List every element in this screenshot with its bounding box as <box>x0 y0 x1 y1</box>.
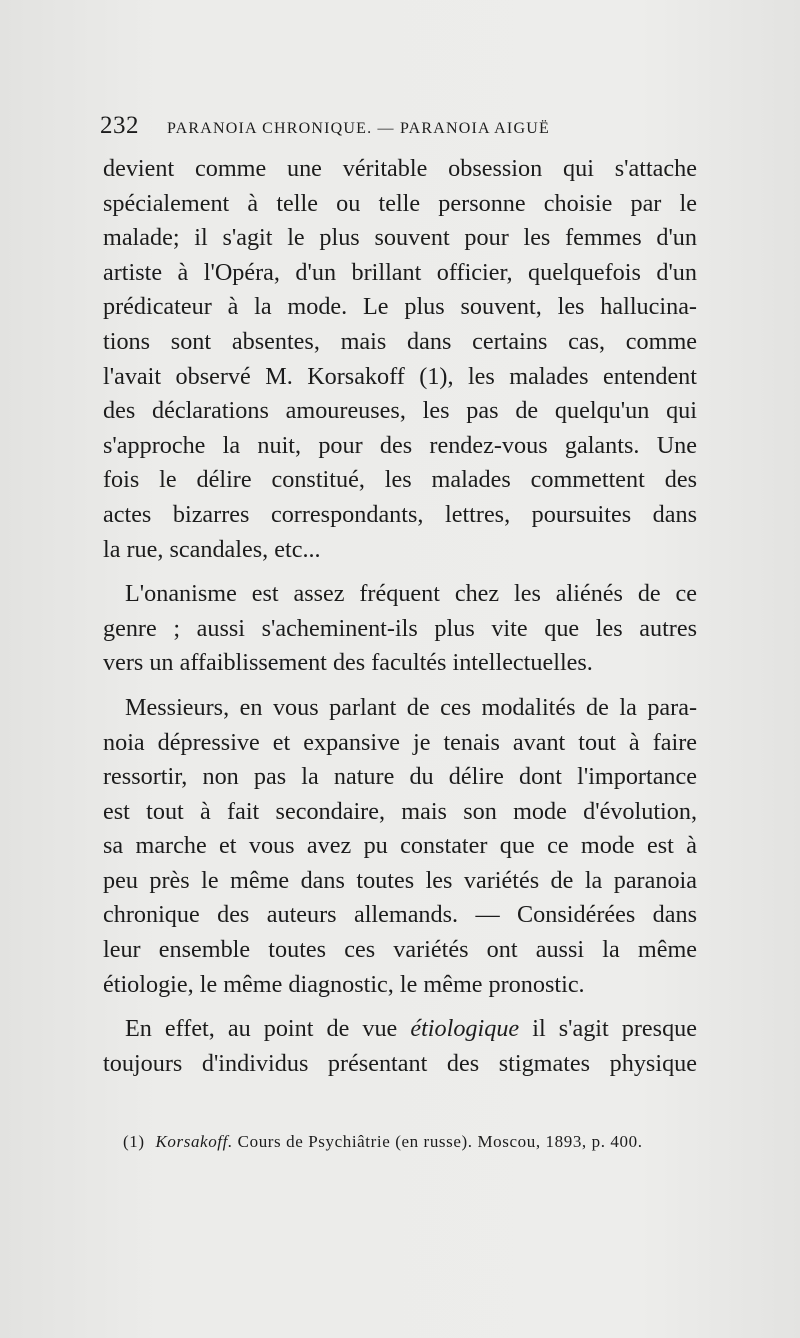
text-line: des déclarations amoureuses, les pas de quelqu'un qui <box>103 397 697 425</box>
text-segment: En effet, au point de vue <box>125 1015 398 1043</box>
footnote-author: Korsakoff. <box>155 1132 233 1151</box>
text-segment: il s'agit presque <box>532 1015 698 1043</box>
footnote-mark: (1) <box>123 1132 145 1151</box>
text-line: l'avait observé M. Korsakoff (1), les malades entendent <box>103 362 697 390</box>
text-line: actes bizarres correspondants, lettres, poursuites dans <box>103 500 697 528</box>
body-text <box>103 152 697 1081</box>
paragraph-4 <box>103 1012 697 1081</box>
text-line: sa marche et vous avez pu constater que ce mode est à <box>103 832 697 860</box>
text-line: est tout à fait secondaire, mais son mode d'évolution, <box>103 797 697 825</box>
text-line: spécialement à telle ou telle personne choisie par le <box>103 189 697 217</box>
text-line: Messieurs, en vous parlant de ces modalités de la para- <box>125 693 697 721</box>
text-line: malade; il s'agit le plus souvent pour les femmes d'un <box>103 224 697 252</box>
text-line: ressortir, non pas la nature du délire dont l'importance <box>103 763 697 791</box>
text-line: genre ; aussi s'acheminent-ils plus vite que les autres <box>103 614 697 642</box>
page-number: 232 <box>100 112 139 139</box>
text-line: s'approche la nuit, pour des rendez-vous galants. Une <box>103 431 697 459</box>
text-line: chronique des auteurs allemands. — Considérées dans <box>103 901 697 929</box>
paragraph-2 <box>103 577 697 681</box>
text-line: la rue, scandales, etc... <box>103 535 321 563</box>
text-line <box>103 1012 697 1047</box>
text-line: peu près le même dans toutes les variétés de la paranoia <box>103 866 697 894</box>
italic-term: étiologique <box>410 1015 520 1043</box>
footnote-text: Cours de Psychiâtrie (en russe). Moscou, 1893, p. 400. <box>237 1132 643 1151</box>
text-line: fois le délire constitué, les malades commettent des <box>103 466 697 494</box>
text-line: étiologie, le même diagnostic, le même pronostic. <box>103 970 585 998</box>
paragraph-3 <box>103 691 697 1002</box>
running-head: PARANOIA CHRONIQUE. — PARANOIA AIGUË <box>167 120 550 137</box>
text-line: toujours d'individus présentant des stigmates physique <box>103 1049 697 1077</box>
text-line: leur ensemble toutes ces variétés ont aussi la même <box>103 936 697 964</box>
text-line: vers un affaiblissement des facultés intellectuelles. <box>103 649 593 677</box>
page-header <box>100 112 640 140</box>
text-line: tions sont absentes, mais dans certains cas, comme <box>103 327 697 355</box>
text-line: noia dépressive et expansive je tenais avant tout à faire <box>103 728 697 756</box>
paragraph-1 <box>103 152 697 567</box>
text-line: prédicateur à la mode. Le plus souvent, les hallucina- <box>103 293 697 321</box>
text-line: L'onanisme est assez fréquent chez les aliénés de ce <box>125 580 697 608</box>
footnote <box>123 1132 703 1152</box>
text-line: artiste à l'Opéra, d'un brillant officier, quelquefois d'un <box>103 258 697 286</box>
text-line: devient comme une véritable obsession qui s'attache <box>103 155 697 182</box>
